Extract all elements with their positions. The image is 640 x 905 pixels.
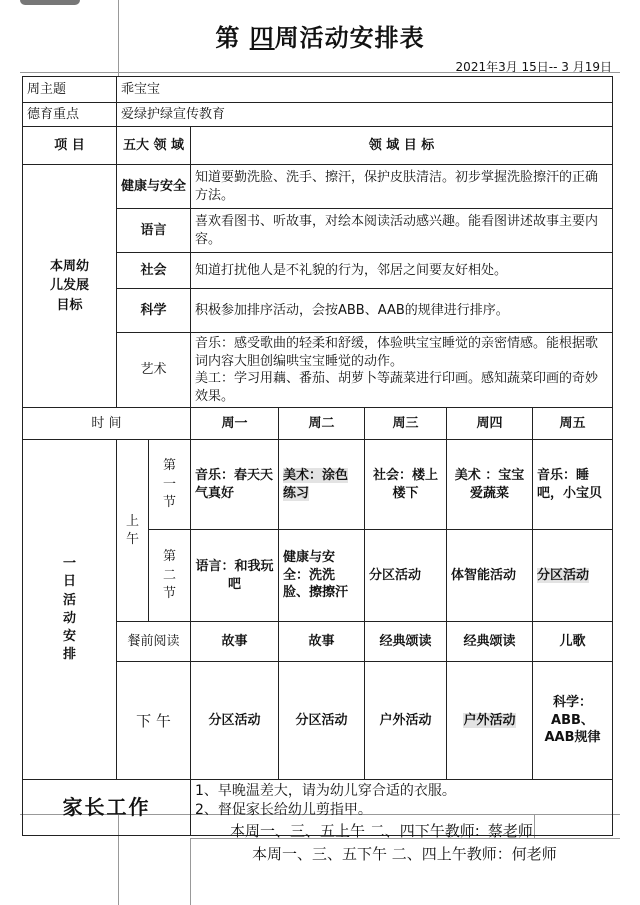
moral-label: 德育重点: [23, 103, 117, 127]
goal-arts: [191, 333, 613, 408]
p2-wed: 分区活动: [365, 530, 447, 622]
day-wed: 周三: [365, 408, 447, 440]
parent-work-label: 家长工作: [23, 780, 191, 836]
domain-health: 健康与安全: [117, 165, 191, 209]
teacher-line-2: 本周一、三、五下午 二、四上午教师：何老师: [252, 845, 557, 863]
reading-thu: 经典颂读: [447, 622, 533, 662]
domains-header: 五大 领 域: [117, 127, 191, 165]
afternoon-label: 下 午: [117, 662, 191, 780]
top-edge-tab: [20, 0, 80, 5]
p1-mon: 音乐：春天天气真好: [191, 440, 279, 530]
pm-tue: 分区活动: [279, 662, 365, 780]
theme-value: 乖宝宝: [117, 77, 613, 103]
page-title: 第 四周活动安排表: [215, 24, 425, 52]
period-2-label: 第二节: [149, 530, 191, 622]
reading-tue: 故事: [279, 622, 365, 662]
day-fri: 周五: [533, 408, 613, 440]
goal-science: 积极参加排序活动，会按ABB、AAB的规律进行排序。: [191, 289, 613, 333]
domain-arts: 艺术: [117, 333, 191, 408]
domain-language: 语言: [117, 209, 191, 253]
day-mon: 周一: [191, 408, 279, 440]
moral-value: 爱绿护绿宣传教育: [117, 103, 613, 127]
pm-mon: 分区活动: [191, 662, 279, 780]
goal-arts-music: 音乐：感受歌曲的轻柔和舒缓，体验哄宝宝睡觉的亲密情感。能根据歌词内容大胆创编哄宝宝睡觉的动作。: [195, 336, 599, 369]
parent-item-1: 1、早晚温差大，请为幼儿穿合适的衣服。: [195, 783, 456, 800]
parent-item-2: 2、督促家长给幼儿剪指甲。: [195, 802, 372, 819]
p2-mon: 语言：和我玩吧: [191, 530, 279, 622]
morning-label: 上午: [117, 440, 149, 622]
reading-label: 餐前阅读: [117, 622, 191, 662]
day-tue: 周二: [279, 408, 365, 440]
reading-wed: 经典颂读: [365, 622, 447, 662]
reading-fri: 儿歌: [533, 622, 613, 662]
dev-goals-label: 本周幼儿发展目标: [23, 165, 117, 408]
pm-wed: 户外活动: [365, 662, 447, 780]
teacher-name-1: 蔡老师: [487, 822, 533, 840]
teacher-line-1: 本周一、三、五上午 二、四下午教师: 蔡老师: [230, 822, 533, 840]
domain-science: 科学: [117, 289, 191, 333]
p2-tue: 健康与安全：洗洗脸、擦擦汗: [279, 530, 365, 622]
schedule-table: [22, 76, 613, 836]
theme-label: 周主题: [23, 77, 117, 103]
pm-fri: 科学：ABB、AAB规律: [533, 662, 613, 780]
time-label: 时 间: [23, 408, 191, 440]
day-thu: 周四: [447, 408, 533, 440]
p1-tue: 美术：涂色练习: [279, 440, 365, 530]
goals-header: 领 域 目 标: [191, 127, 613, 165]
pm-thu: 户外活动: [447, 662, 533, 780]
goal-arts-craft: 美工：学习用藕、番茄、胡萝卜等蔬菜进行印画。感知蔬菜印画的奇妙效果。: [195, 371, 599, 404]
reading-mon: 故事: [191, 622, 279, 662]
p2-thu: 体智能活动: [447, 530, 533, 622]
period-1-label: 第一节: [149, 440, 191, 530]
margin-line: [190, 838, 191, 905]
domain-social: 社会: [117, 253, 191, 289]
p1-wed: 社会：楼上楼下: [365, 440, 447, 530]
p1-fri: 音乐：睡吧，小宝贝: [533, 440, 613, 530]
date-range: 2021年3月 15日-- 3 月19日: [455, 60, 612, 74]
goal-language: 喜欢看图书、听故事，对绘本阅读活动感兴趣。能看图讲述故事主要内容。: [191, 209, 613, 253]
daily-schedule-label: 一日活动安排: [23, 440, 117, 780]
goal-social: 知道打扰他人是不礼貌的行为，邻居之间要友好相处。: [191, 253, 613, 289]
p1-thu: 美术 ：宝宝爱蔬菜: [447, 440, 533, 530]
goal-health: 知道要勤洗脸、洗手、擦汗，保护皮肤清洁。初步掌握洗脸擦汗的正确方法。: [191, 165, 613, 209]
item-header: 项 目: [23, 127, 117, 165]
p2-fri: 分区活动: [533, 530, 613, 622]
